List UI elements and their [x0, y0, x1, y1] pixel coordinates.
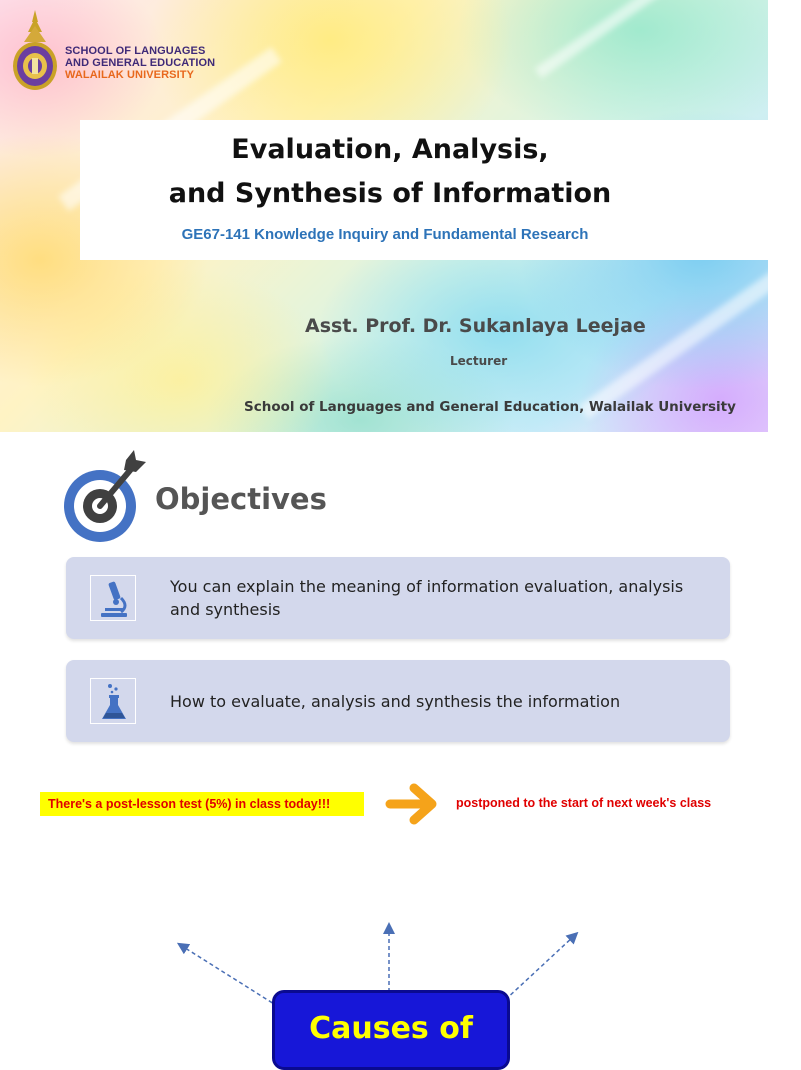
title-panel — [80, 120, 768, 260]
presenter-affiliation: School of Languages and General Education, Walailak University — [244, 399, 736, 415]
institution-name — [65, 45, 215, 81]
objective-icon-frame — [90, 575, 136, 621]
university-name: WALAILAK UNIVERSITY — [65, 69, 195, 81]
causes-title: Causes of — [309, 1011, 473, 1046]
objective-card — [66, 660, 730, 742]
microscope-icon — [97, 580, 131, 618]
university-crest-icon — [10, 8, 60, 94]
target-arrow-icon — [60, 446, 150, 546]
objective-icon-frame — [90, 678, 136, 724]
light-streak — [579, 257, 801, 419]
course-subtitle: GE67-141 Knowledge Inquiry and Fundamental Research — [181, 226, 589, 243]
light-streak — [535, 0, 706, 78]
causes-box — [272, 990, 510, 1070]
institution-line: AND GENERAL EDUCATION — [65, 57, 216, 69]
test-notice: There's a post-lesson test (5%) in class today!!! — [40, 792, 364, 816]
slide-title-line-2: and Synthesis of Information — [168, 178, 612, 209]
arrow-right-icon — [386, 782, 440, 826]
title-slide — [0, 0, 768, 432]
flask-icon — [97, 683, 131, 721]
institution-line: SCHOOL OF LANGUAGES — [65, 45, 206, 57]
objectives-heading: Objectives — [155, 482, 327, 516]
objectives-slide — [0, 432, 768, 1046]
presenter-name: Asst. Prof. Dr. Sukanlaya Leejae — [305, 315, 646, 337]
postponed-note: postponed to the start of next week's class — [456, 796, 712, 810]
objective-text: You can explain the meaning of information evaluation, analysis and synthesis — [170, 577, 684, 619]
objective-card — [66, 557, 730, 639]
slide-title-line-1: Evaluation, Analysis, — [231, 134, 549, 165]
objective-text: How to evaluate, analysis and synthesis the information — [170, 692, 621, 711]
presenter-role: Lecturer — [450, 354, 508, 368]
